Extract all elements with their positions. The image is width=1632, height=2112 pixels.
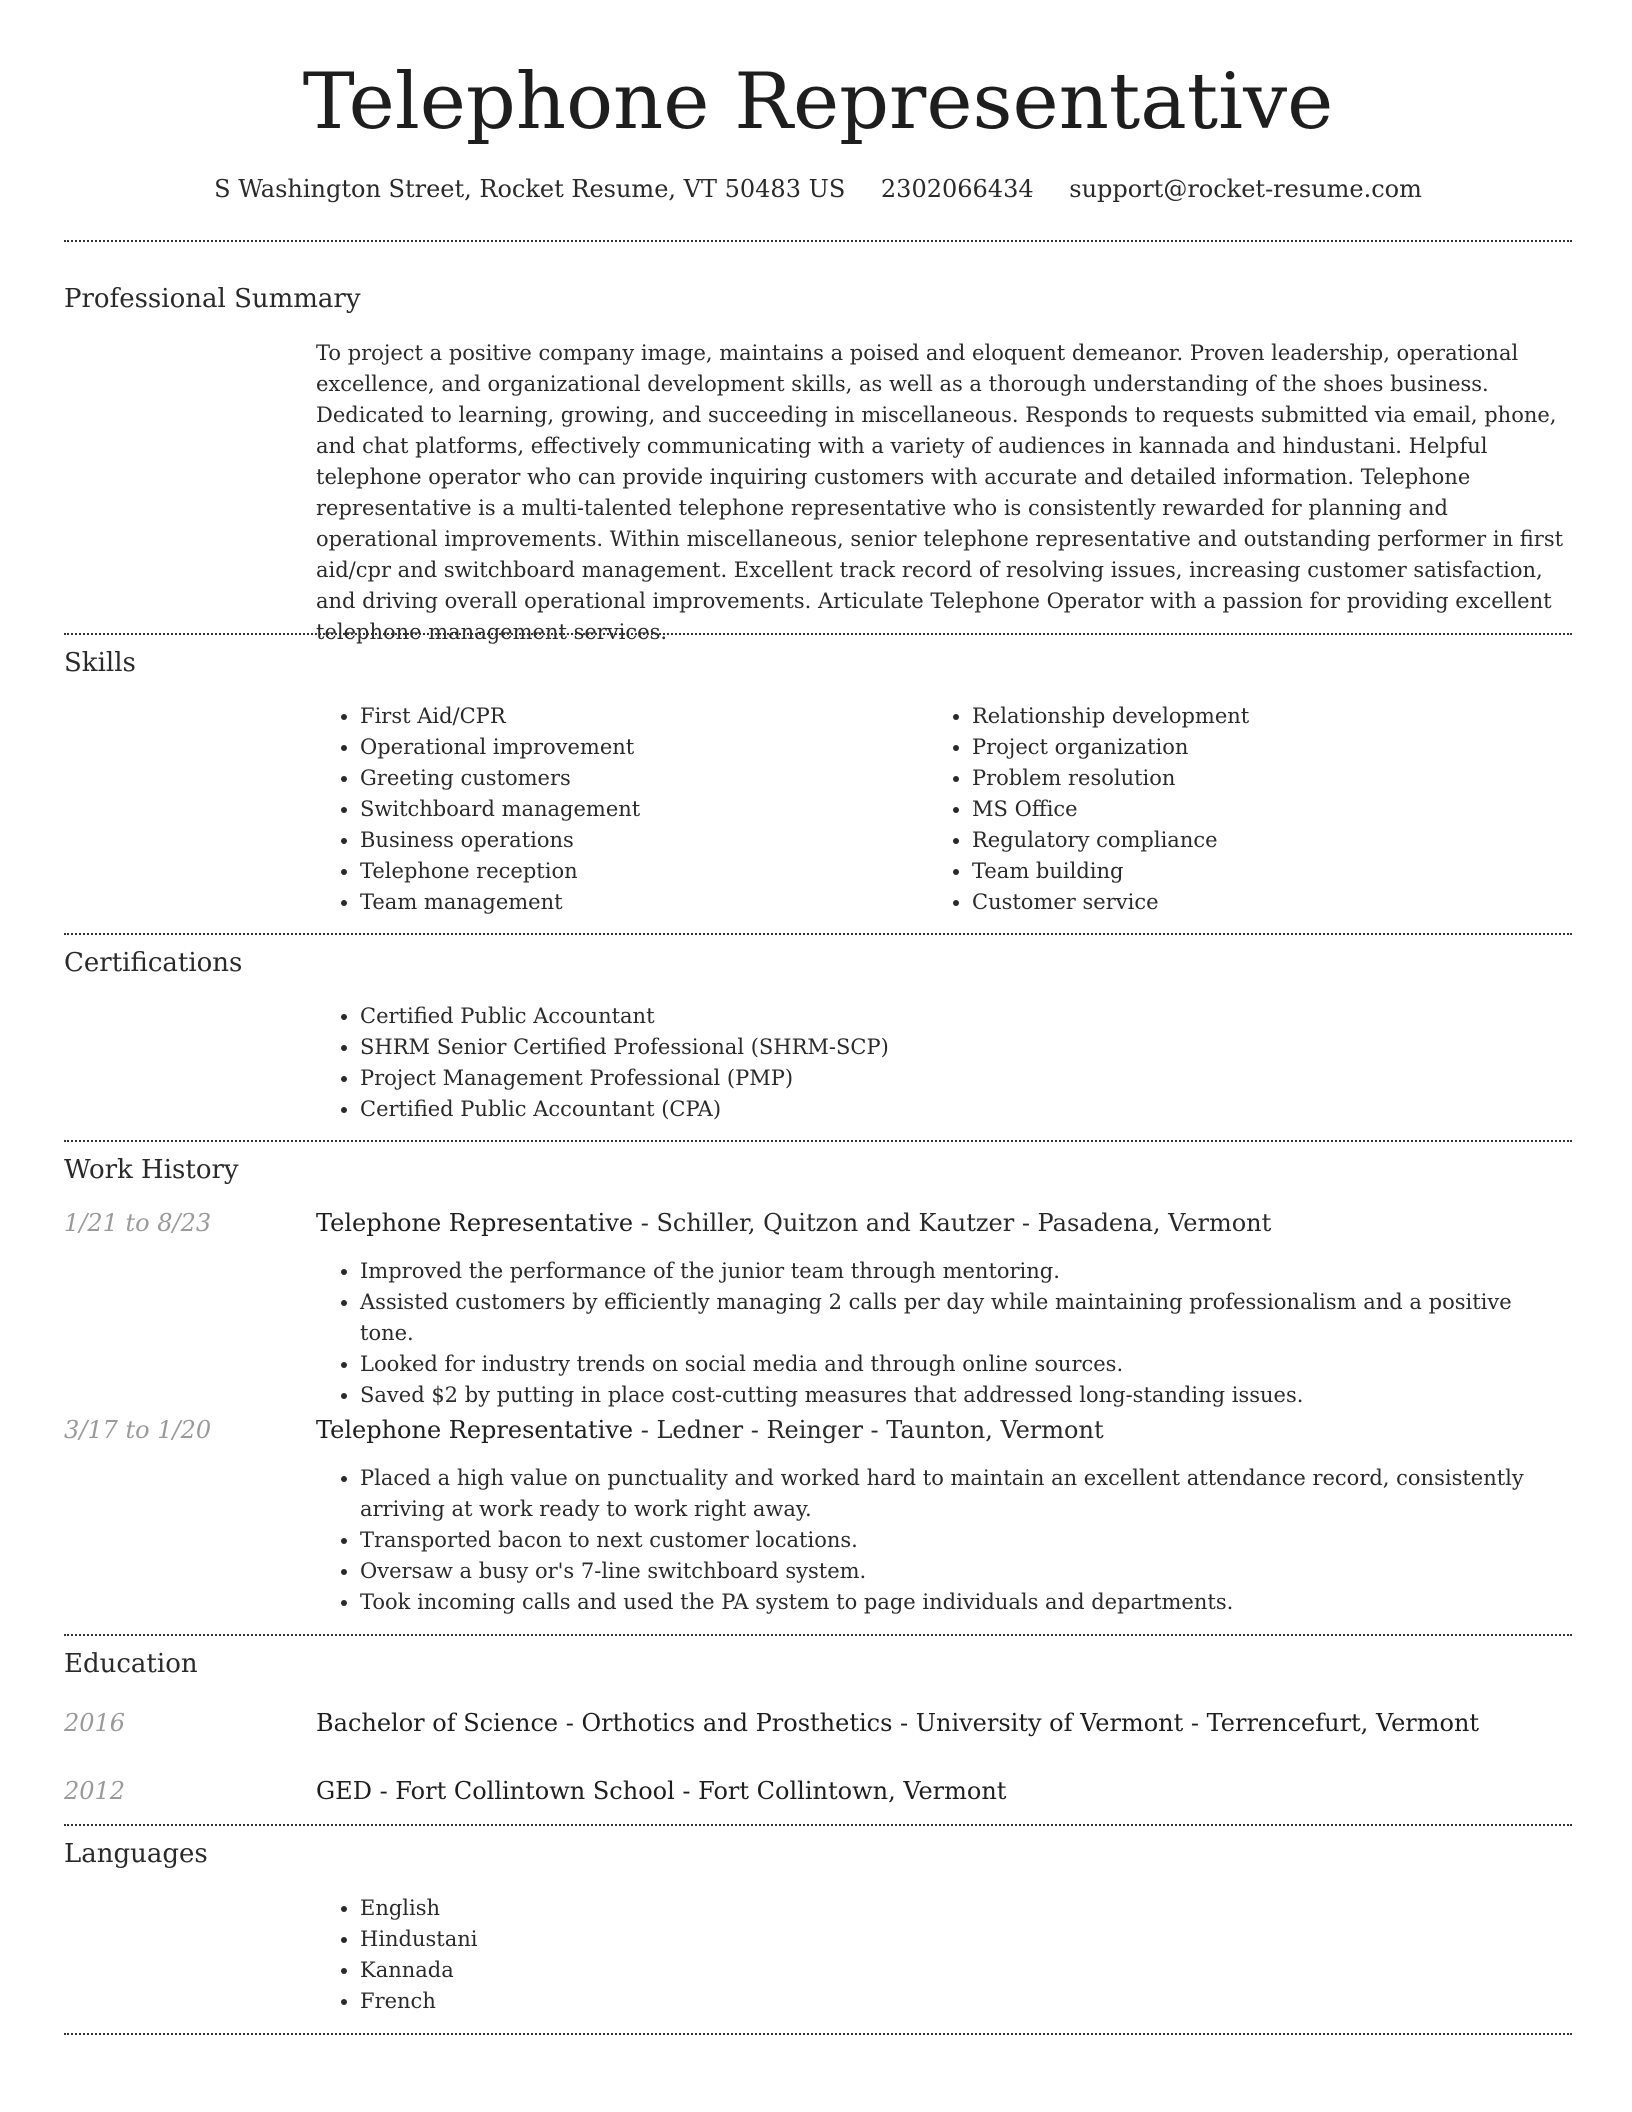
language-item: • English	[360, 1893, 1572, 1924]
language-item: • Kannada	[360, 1955, 1572, 1986]
certification-item: • Certified Public Accountant (CPA)	[360, 1094, 1572, 1125]
skill-item: • Business operations	[360, 825, 876, 856]
job-heading	[316, 1206, 1572, 1240]
education-year: 2016	[64, 1709, 126, 1737]
certifications-block	[316, 1001, 1572, 1125]
certification-item: • Certified Public Accountant	[360, 1001, 1572, 1032]
job-role: Telephone Representative	[316, 1209, 634, 1237]
section-title-certifications: Certifications	[64, 948, 243, 978]
skill-item: • First Aid/CPR	[360, 701, 876, 732]
skill-item: • Problem resolution	[972, 763, 1488, 794]
section-title-summary: Professional Summary	[64, 284, 361, 314]
contact-line	[64, 170, 1572, 208]
skill-item: • Team building	[972, 856, 1488, 887]
divider	[64, 1140, 1572, 1142]
skill-item: • Greeting customers	[360, 763, 876, 794]
certification-item: • SHRM Senior Certified Professional (SHRM-SCP)	[360, 1032, 1572, 1063]
language-item: • French	[360, 1986, 1572, 2017]
job-bullet: • Placed a high value on punctuality and worked hard to maintain an excellent attendance record, consistently arriving at work ready to work right away.	[360, 1463, 1572, 1525]
job-bullet: • Transported bacon to next customer locations.	[360, 1525, 1572, 1556]
certification-item: • Project Management Professional (PMP)	[360, 1063, 1572, 1094]
skills-block	[316, 701, 1572, 921]
languages-block	[316, 1893, 1572, 2017]
job-bullet: • Assisted customers by efficiently managing 2 calls per day while maintaining professionalism and a positive tone.	[360, 1287, 1572, 1349]
divider	[64, 240, 1572, 242]
skill-item: • Telephone reception	[360, 856, 876, 887]
job-details: - Schiller, Quitzon and Kautzer - Pasadena, Vermont	[633, 1209, 1272, 1237]
divider	[64, 1824, 1572, 1826]
section-title-skills: Skills	[64, 648, 136, 678]
section-title-education: Education	[64, 1649, 198, 1679]
job-bullet: • Saved $2 by putting in place cost-cutting measures that addressed long-standing issues.	[360, 1380, 1572, 1411]
divider	[64, 933, 1572, 935]
contact-email: support@rocket-resume.com	[1069, 175, 1422, 203]
job-bullets	[316, 1463, 1572, 1618]
resume-name: Telephone Representative	[302, 57, 1334, 147]
job-bullet: • Oversaw a busy or's 7-line switchboard system.	[360, 1556, 1572, 1587]
job-dates: 1/21 to 8/23	[64, 1209, 212, 1237]
job-bullets	[316, 1256, 1572, 1411]
job-role: Telephone Representative	[316, 1416, 634, 1444]
section-title-work-history: Work History	[64, 1155, 239, 1185]
skills-column-left	[316, 701, 876, 918]
job-bullet: • Improved the performance of the junior team through mentoring.	[360, 1256, 1572, 1287]
job-details: - Ledner - Reinger - Taunton, Vermont	[633, 1416, 1104, 1444]
section-title-languages: Languages	[64, 1839, 208, 1869]
contact-address: S Washington Street, Rocket Resume, VT 50483 US	[214, 175, 846, 203]
job-heading	[316, 1413, 1572, 1447]
education-entry: GED - Fort Collintown School - Fort Collintown, Vermont	[316, 1777, 1007, 1805]
skill-item: • Project organization	[972, 732, 1488, 763]
skill-item: • Customer service	[972, 887, 1488, 918]
language-item: • Hindustani	[360, 1924, 1572, 1955]
contact-phone: 2302066434	[880, 175, 1034, 203]
job-bullet: • Looked for industry trends on social media and through online sources.	[360, 1349, 1572, 1380]
divider	[64, 2033, 1572, 2035]
skills-column-right	[928, 701, 1488, 918]
skill-item: • Relationship development	[972, 701, 1488, 732]
skill-item: • MS Office	[972, 794, 1488, 825]
education-entry: Bachelor of Science - Orthotics and Prosthetics - University of Vermont - Terrencefurt, Vermont	[316, 1709, 1480, 1737]
skill-item: • Regulatory compliance	[972, 825, 1488, 856]
summary-block	[316, 338, 1572, 648]
education-year: 2012	[64, 1777, 126, 1805]
job-bullet: • Took incoming calls and used the PA system to page individuals and departments.	[360, 1587, 1572, 1618]
divider	[64, 1634, 1572, 1636]
skill-item: • Operational improvement	[360, 732, 876, 763]
skill-item: • Switchboard management	[360, 794, 876, 825]
summary-text: To project a positive company image, maintains a poised and eloquent demeanor. Proven leadership, operational excellence, and organizational development skills, as well as a thorough understanding of the shoes business. Dedicated to learning, growing, and succeeding in miscellaneous. Responds to requests submitted via email, phone, and chat platforms, effectively communicating with a variety of audiences in kannada and hindustani. Helpful telephone operator who can provide inquiring customers with accurate and detailed information. Telephone representative is a multi-talented telephone representative who is consistently rewarded for planning and operational improvements. Within miscellaneous, senior telephone representative and outstanding performer in first aid/cpr and switchboard management. Excellent track record of resolving issues, increasing customer satisfaction, and driving overall operational improvements. Articulate Telephone Operator with a passion for providing excellent telephone management services.	[316, 341, 1564, 644]
skill-item: • Team management	[360, 887, 876, 918]
divider	[64, 633, 1572, 635]
job-dates: 3/17 to 1/20	[64, 1416, 212, 1444]
